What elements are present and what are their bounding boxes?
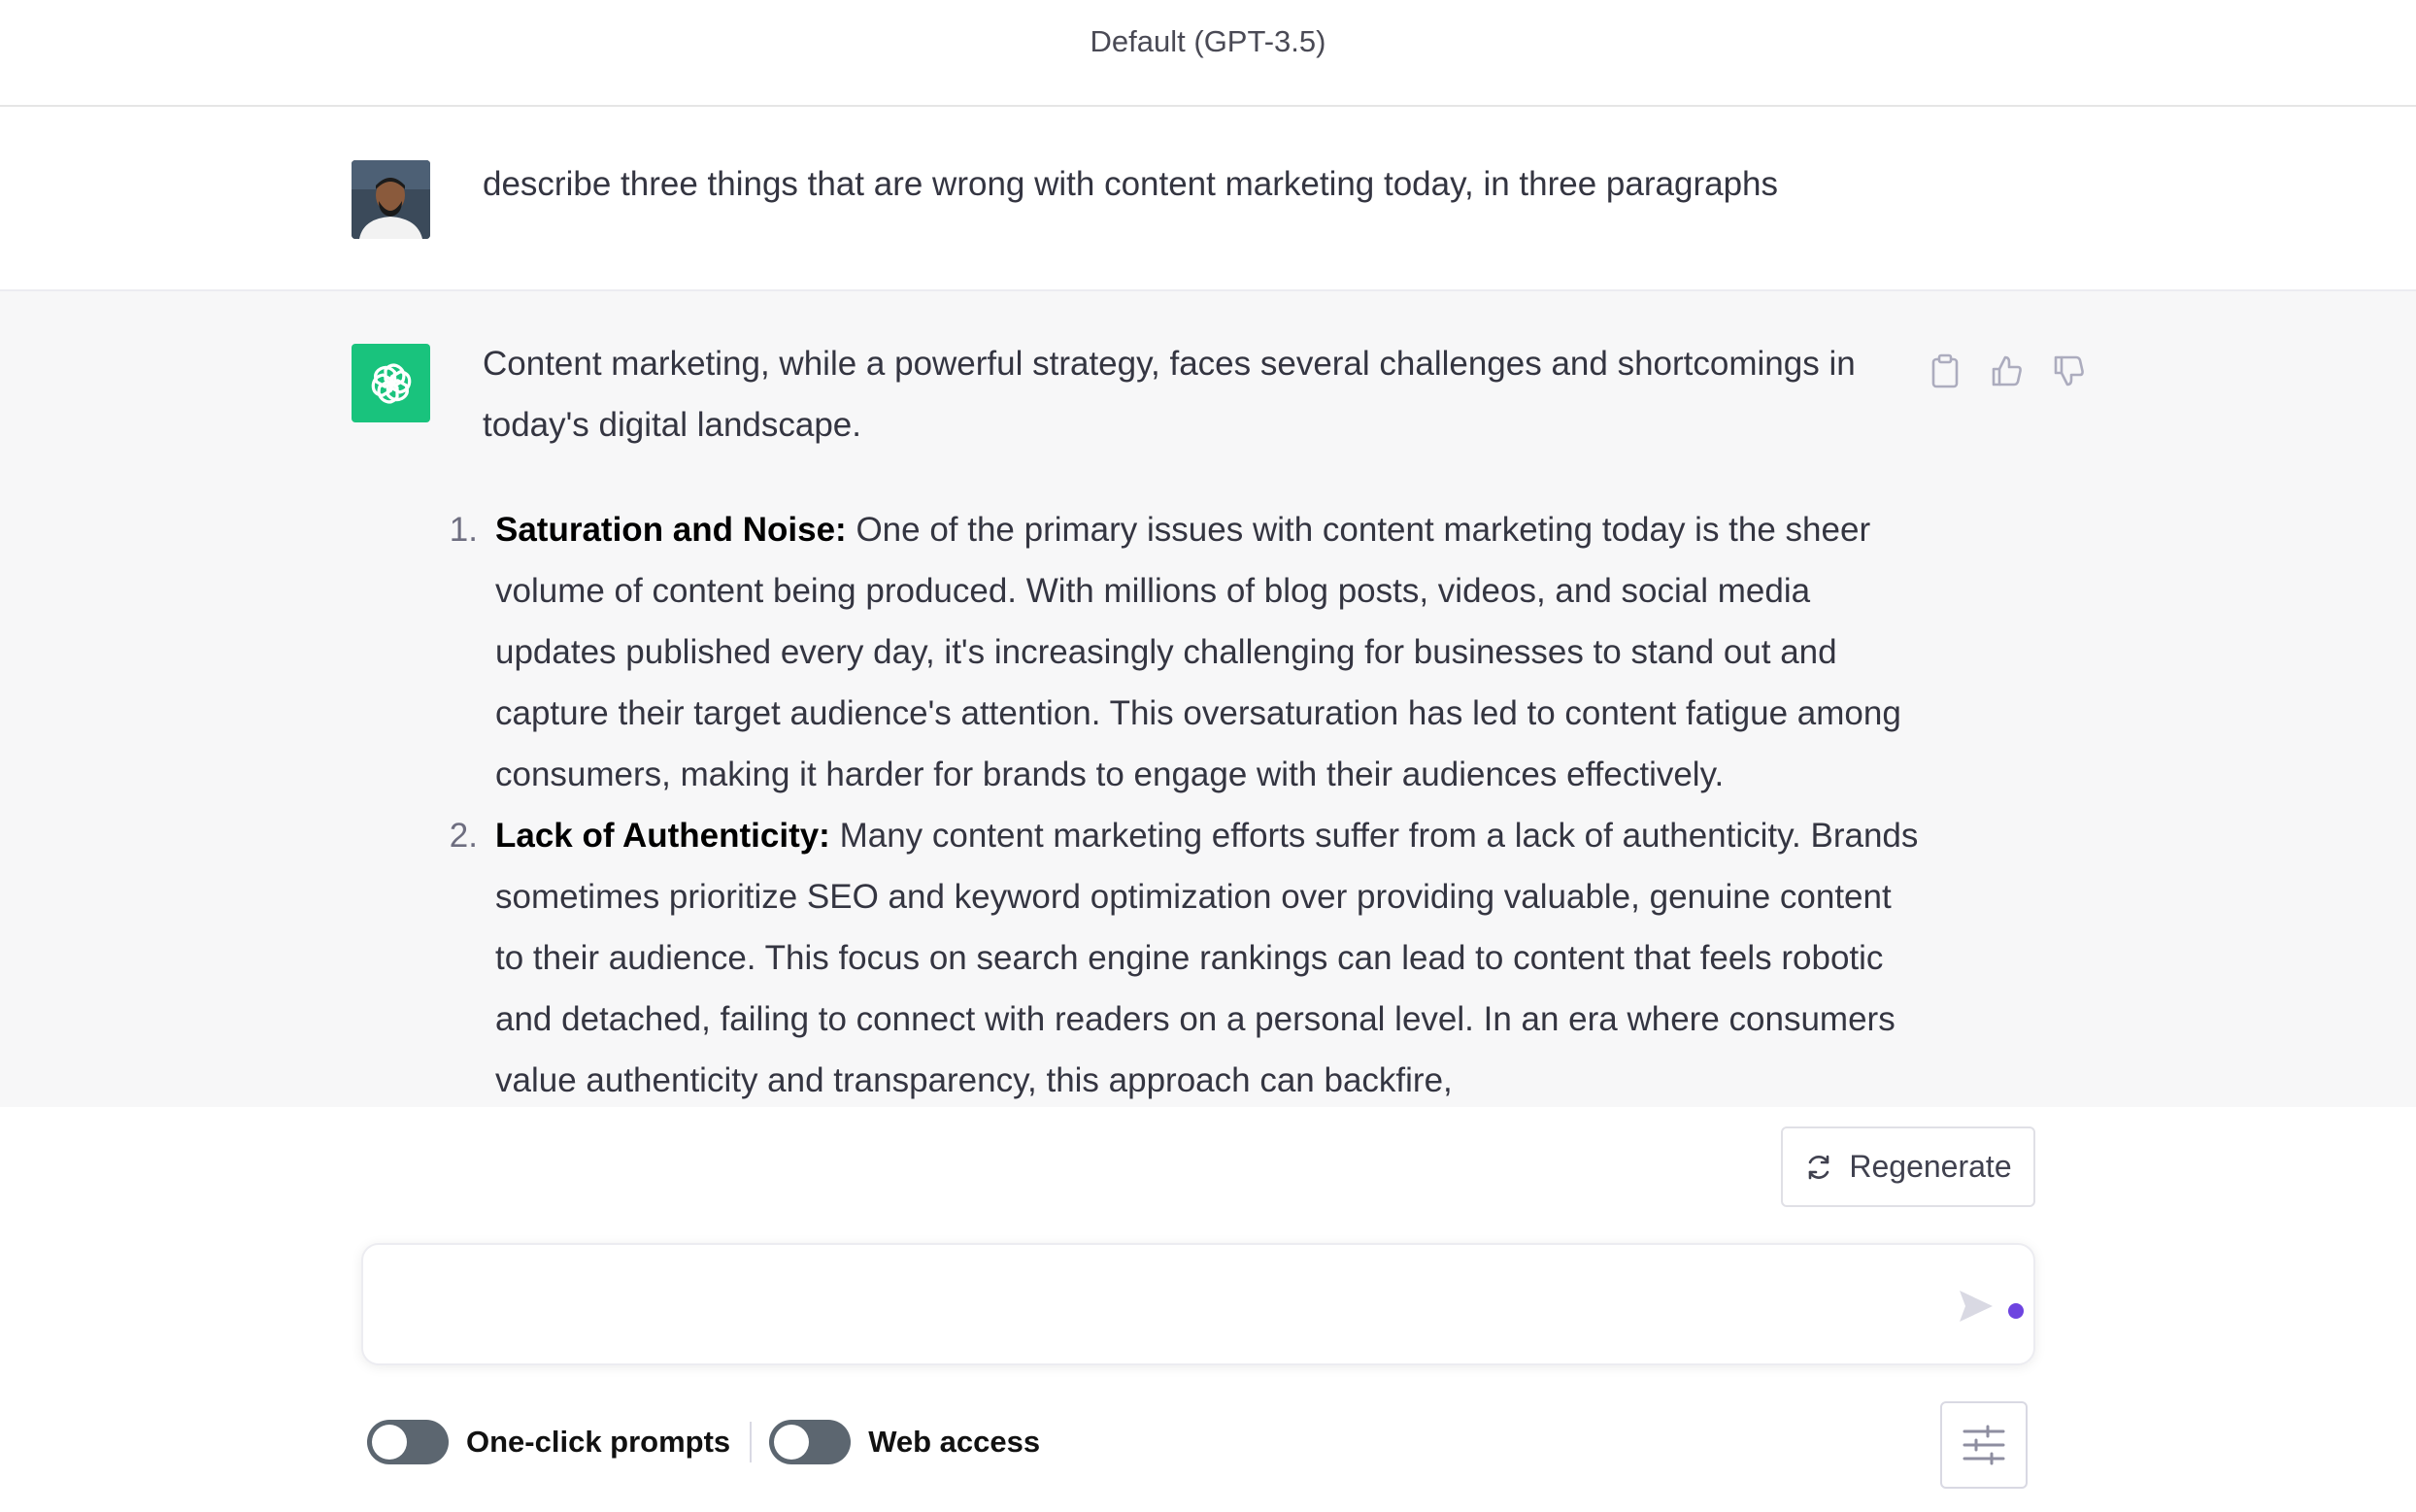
settings-button[interactable] <box>1940 1401 2028 1489</box>
list-item-text: Many content marketing efforts suffer from a lack of authenticity. Brands sometimes prioritize SEO and keyword optimization over providing valuable, genuine content to their audience. This focus on search engine rankings can lead to content that feels robotic and detached, failing to connect with readers on a personal level. In an era where consumers value authenticity and transparency, this approach can backfire, <box>495 817 1919 1099</box>
toggle-knob <box>774 1425 809 1460</box>
refresh-icon <box>1804 1153 1833 1182</box>
regenerate-label: Regenerate <box>1849 1149 2012 1184</box>
copy-button[interactable] <box>1928 352 1963 390</box>
user-avatar <box>352 160 430 239</box>
web-access-toggle[interactable] <box>769 1420 851 1464</box>
toggle-knob <box>372 1425 407 1460</box>
list-item-title: Saturation and Noise: <box>495 511 847 549</box>
message-input[interactable] <box>392 1274 1907 1336</box>
list-item-title: Lack of Authenticity: <box>495 817 830 855</box>
message-actions <box>1928 352 2087 390</box>
thumbs-down-button[interactable] <box>2052 352 2087 390</box>
openai-logo-icon <box>365 357 418 410</box>
message-composer <box>361 1243 2035 1365</box>
list-item <box>449 805 1920 1107</box>
assistant-message-text <box>449 333 1920 1107</box>
model-title[interactable]: Default (GPT-3.5) <box>1090 24 1326 58</box>
send-icon <box>1958 1289 1995 1324</box>
list-item <box>449 499 1920 805</box>
thumbs-down-icon <box>2053 354 2086 387</box>
user-message-text: describe three things that are wrong with content marketing today, in three paragraphs <box>483 165 1778 203</box>
toggle-divider <box>750 1422 752 1462</box>
top-bar <box>0 0 2416 107</box>
assistant-avatar <box>352 344 430 422</box>
sliders-icon <box>1961 1424 2007 1466</box>
one-click-prompts-toggle[interactable] <box>367 1420 449 1464</box>
copy-icon <box>1930 353 1960 388</box>
assistant-intro: Content marketing, while a powerful strategy, faces several challenges and shortcomings in today's digital landscape. <box>483 345 1856 444</box>
list-item-number: 2. <box>449 817 478 855</box>
list-item-number: 1. <box>449 511 478 549</box>
regenerate-button[interactable] <box>1781 1126 2035 1207</box>
thumbs-up-button[interactable] <box>1990 352 2025 390</box>
list-item-text: One of the primary issues with content marketing today is the sheer volume of content being produced. With millions of blog posts, videos, and social media updates published every day, it's increasingly challenging for businesses to stand out and capture their target audience's attention. This oversaturation has led to content fatigue among consumers, making it harder for brands to engage with their audiences effectively. <box>495 511 1901 793</box>
answer-list <box>449 499 1920 1107</box>
thumbs-up-icon <box>1991 354 2024 387</box>
status-dot <box>2008 1303 2024 1319</box>
one-click-prompts-label: One-click prompts <box>466 1425 731 1459</box>
assistant-message-row <box>0 291 2416 1107</box>
toggle-row <box>367 1420 1040 1464</box>
user-message-row <box>0 107 2416 291</box>
web-access-label: Web access <box>868 1425 1041 1459</box>
send-button[interactable] <box>1952 1284 2000 1328</box>
